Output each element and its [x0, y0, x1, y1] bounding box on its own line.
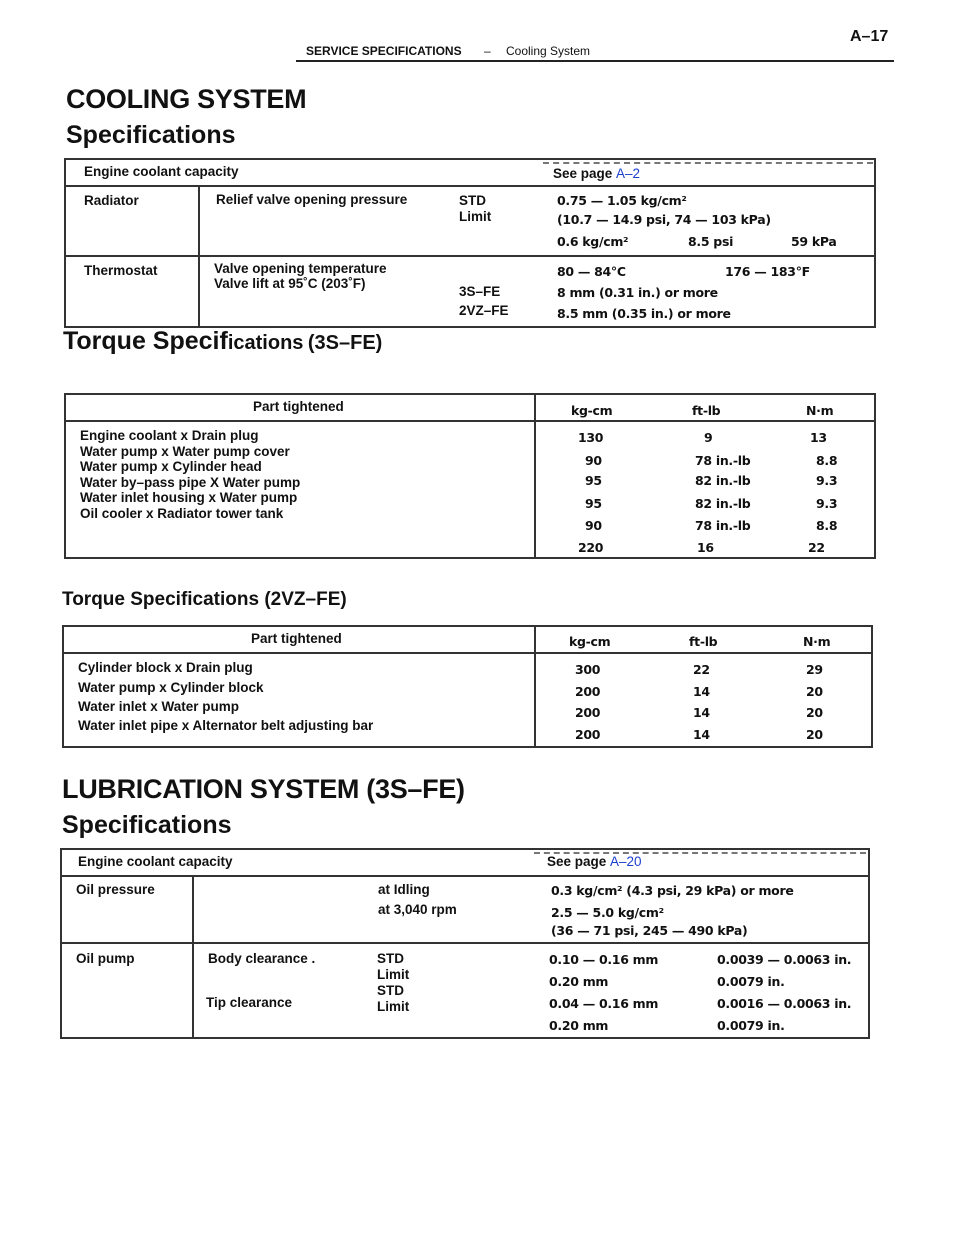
- header-separator: –: [484, 44, 491, 58]
- page-link[interactable]: A–2: [616, 166, 641, 181]
- tip-limit-in: 0.0079 in.: [717, 1018, 785, 1033]
- torque-ftlb: 22: [693, 662, 710, 677]
- valve-lift-label: Valve lift at 95˚C (203˚F): [214, 276, 366, 291]
- tip-std-mm: 0.04 — 0.16 mm: [549, 996, 659, 1011]
- part-name: Water inlet x Water pump: [78, 699, 240, 714]
- part-name: Cylinder block x Drain plug: [78, 660, 253, 675]
- part-name: Water pump x Water pump cover: [80, 443, 290, 459]
- oil-pressure-idle-value: 0.3 kg/cm² (4.3 psi, 29 kPa) or more: [551, 883, 794, 898]
- unit-nm: N·m: [806, 403, 834, 418]
- part-tightened-header: Part tightened: [253, 399, 344, 414]
- radiator-label: Radiator: [84, 193, 139, 208]
- body-std-in: 0.0039 — 0.0063 in.: [717, 952, 852, 967]
- table-rule: [198, 185, 200, 328]
- cooling-spec-heading: Specifications: [66, 121, 236, 149]
- unit-nm: N·m: [803, 634, 831, 649]
- tip-clearance-label: Tip clearance: [206, 995, 293, 1010]
- oil-pressure-rpm-units: (36 — 71 psi, 245 — 490 kPa): [551, 923, 748, 938]
- header-rule: [296, 60, 894, 62]
- oil-pressure-label: Oil pressure: [76, 882, 155, 897]
- torque-nm: 20: [806, 705, 823, 720]
- torque-kgcm: 200: [575, 684, 601, 699]
- torque-ftlb: 82 in.-lb: [695, 496, 751, 511]
- part-name: Oil cooler x Radiator tower tank: [80, 505, 284, 521]
- cooling-system-title: COOLING SYSTEM: [66, 84, 307, 114]
- unit-ftlb: ft-lb: [692, 403, 721, 418]
- torque-kgcm: 90: [585, 518, 602, 533]
- torque-ftlb: 14: [693, 727, 710, 742]
- torque-nm: 8.8: [816, 518, 838, 533]
- unit-kgcm: kg-cm: [569, 634, 611, 649]
- oil-pressure-rpm-value: 2.5 — 5.0 kg/cm²: [551, 905, 664, 920]
- page-number: A–17: [850, 28, 889, 45]
- coolant-capacity-label: Engine coolant capacity: [78, 854, 233, 869]
- std-label: STD: [377, 983, 404, 998]
- tip-limit-mm: 0.20 mm: [549, 1018, 609, 1033]
- valve-lift-2vz: 8.5 mm (0.35 in.) or more: [557, 306, 731, 321]
- limit-label: Limit: [459, 209, 492, 224]
- page-link[interactable]: A–20: [610, 854, 642, 869]
- table-rule: [534, 393, 536, 559]
- torque-kgcm: 200: [575, 727, 601, 742]
- table-rule: [60, 942, 870, 944]
- torque-kgcm: 90: [585, 453, 602, 468]
- engine-3s-label: 3S–FE: [459, 284, 501, 299]
- at-idling-label: at Idling: [378, 882, 430, 897]
- limit-label: Limit: [377, 999, 410, 1014]
- lubrication-system-title: LUBRICATION SYSTEM (3S–FE): [62, 774, 465, 804]
- table-rule: [60, 875, 870, 877]
- part-name: Water pump x Cylinder block: [78, 680, 264, 695]
- see-page-text: See page: [553, 166, 617, 181]
- torque-3s-heading: [63, 327, 382, 356]
- limit-label: Limit: [377, 967, 410, 982]
- torque-2vz-heading: Torque Specifications (2VZ–FE): [62, 589, 347, 610]
- body-limit-mm: 0.20 mm: [549, 974, 609, 989]
- header-topic: Cooling System: [506, 44, 591, 58]
- header-section-title: SERVICE SPECIFICATIONS: [306, 44, 462, 58]
- torque-kgcm: 95: [585, 496, 602, 511]
- torque-nm: 8.8: [816, 453, 838, 468]
- torque-nm: 20: [806, 727, 823, 742]
- torque-3s-parts-list: [80, 428, 300, 522]
- body-std-mm: 0.10 — 0.16 mm: [549, 952, 659, 967]
- torque-kgcm: 200: [575, 705, 601, 720]
- torque-nm: 9.3: [816, 496, 838, 511]
- table-rule: [534, 625, 536, 748]
- torque-ftlb: 78 in.-lb: [695, 518, 751, 533]
- relief-valve-label: Relief valve opening pressure: [216, 192, 408, 207]
- scan-dash-rule: [543, 162, 873, 164]
- relief-std-value: 0.75 — 1.05 kg/cm²: [557, 193, 687, 208]
- table-rule: [64, 255, 876, 257]
- part-name: Engine coolant x Drain plug: [80, 428, 259, 443]
- part-name: Water pump x Cylinder head: [80, 459, 262, 475]
- part-name: Water by–pass pipe X Water pump: [80, 474, 301, 490]
- heading-part: Torque Specif: [63, 327, 228, 355]
- unit-kgcm: kg-cm: [571, 403, 613, 418]
- torque-nm: 9.3: [816, 473, 838, 488]
- heading-part: ications: [227, 332, 304, 354]
- torque-ftlb: 14: [693, 705, 710, 720]
- unit-ftlb: ft-lb: [689, 634, 718, 649]
- relief-limit-psi: 8.5 psi: [688, 234, 734, 249]
- thermostat-label: Thermostat: [84, 263, 158, 278]
- torque-nm: 20: [806, 684, 823, 699]
- table-rule: [64, 185, 876, 187]
- torque-ftlb: 16: [697, 540, 714, 555]
- lubrication-spec-heading: Specifications: [62, 811, 232, 839]
- heading-part: (3S–FE): [307, 332, 383, 354]
- part-name: Water inlet pipe x Alternator belt adjusting bar: [78, 718, 374, 733]
- table-rule: [192, 875, 194, 1039]
- relief-limit-kpa: 59 kPa: [791, 234, 837, 249]
- torque-kgcm: 220: [578, 540, 604, 555]
- part-name: Water inlet housing x Water pump: [80, 490, 298, 506]
- torque-kgcm: 95: [585, 473, 602, 488]
- engine-2vz-label: 2VZ–FE: [459, 303, 509, 318]
- part-tightened-header: Part tightened: [251, 631, 342, 646]
- table-rule: [64, 420, 876, 422]
- tip-std-in: 0.0016 — 0.0063 in.: [717, 996, 852, 1011]
- torque-kgcm: 130: [578, 430, 604, 445]
- body-clearance-label: Body clearance .: [208, 951, 316, 966]
- torque-nm: 29: [806, 662, 823, 677]
- coolant-capacity-ref: [553, 166, 640, 181]
- valve-opening-temp-label: Valve opening temperature: [214, 261, 387, 276]
- valve-temp-celsius: 80 — 84°C: [557, 264, 626, 279]
- relief-limit-kgcm: 0.6 kg/cm²: [557, 234, 629, 249]
- coolant-capacity-label: Engine coolant capacity: [84, 164, 239, 179]
- torque-nm: 22: [808, 540, 825, 555]
- torque-kgcm: 300: [575, 662, 601, 677]
- at-rpm-label: at 3,040 rpm: [378, 902, 457, 917]
- oil-pump-label: Oil pump: [76, 951, 135, 966]
- table-rule: [62, 652, 873, 654]
- std-label: STD: [377, 951, 404, 966]
- torque-nm: 13: [810, 430, 827, 445]
- valve-lift-3s: 8 mm (0.31 in.) or more: [557, 285, 718, 300]
- torque-ftlb: 82 in.-lb: [695, 473, 751, 488]
- body-limit-in: 0.0079 in.: [717, 974, 785, 989]
- torque-ftlb: 9: [704, 430, 713, 445]
- coolant-capacity-ref: [547, 854, 642, 869]
- relief-std-value-units: (10.7 — 14.9 psi, 74 — 103 kPa): [557, 212, 771, 227]
- torque-ftlb: 78 in.-lb: [695, 453, 751, 468]
- std-label: STD: [459, 193, 486, 208]
- see-page-text: See page: [547, 854, 611, 869]
- torque-ftlb: 14: [693, 684, 710, 699]
- valve-temp-fahrenheit: 176 — 183°F: [725, 264, 810, 279]
